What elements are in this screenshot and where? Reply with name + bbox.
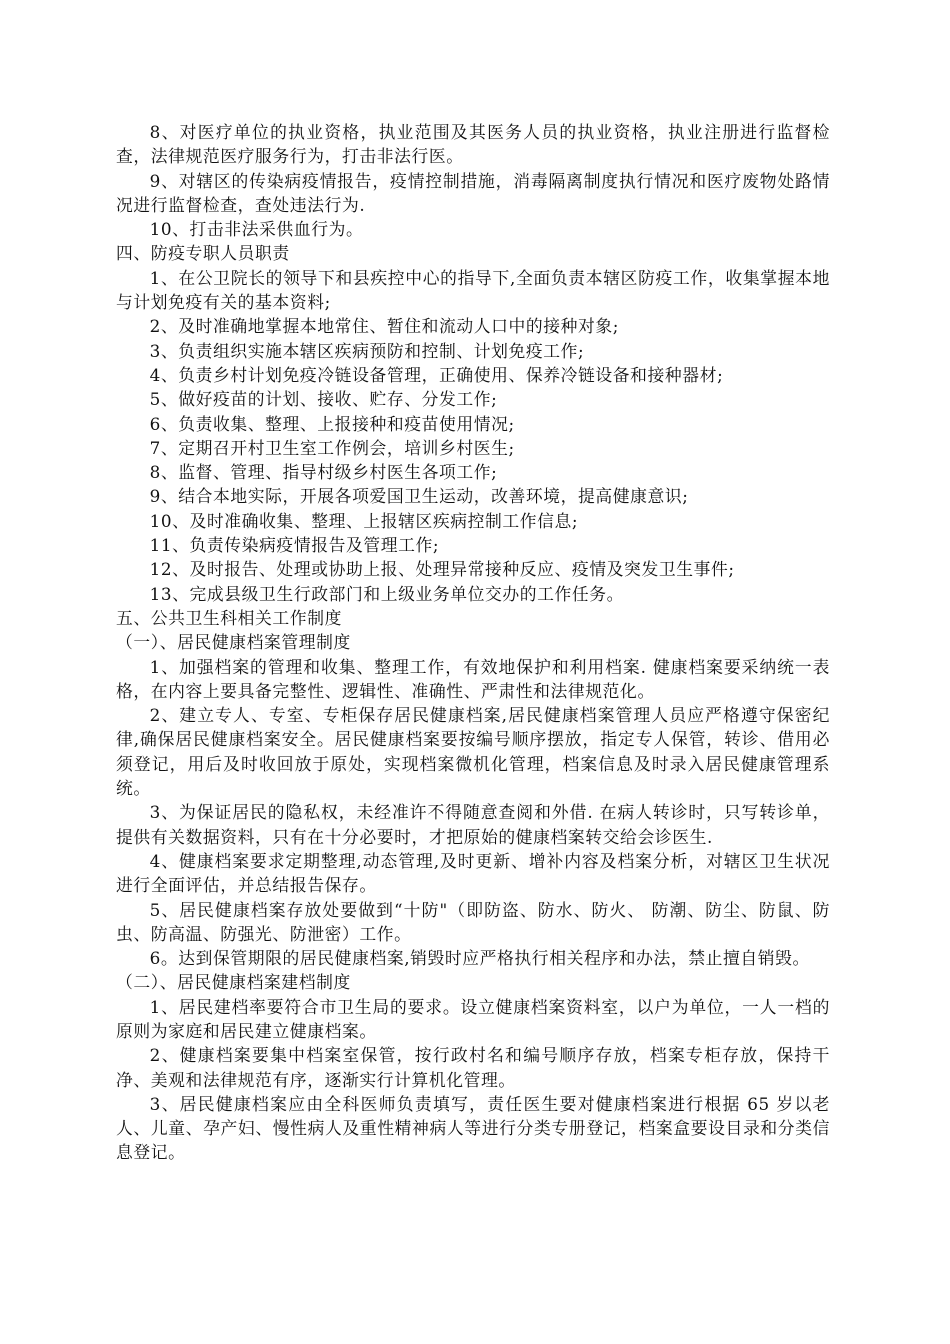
section-heading: 四、防疫专职人员职责: [116, 243, 290, 264]
paragraph: 2、健康档案要集中档案室保管，按行政村名和编号顺序存放，档案专柜存放，保持干净、美观和法律规范有序，逐渐实行计算机化管理。: [116, 1045, 830, 1090]
paragraph: 7、定期召开村卫生室工作例会，培训乡村医生;: [149, 437, 515, 458]
paragraph: 10、打击非法采供血行为。: [149, 219, 364, 240]
paragraph: 1、居民建档率要符合市卫生局的要求。设立健康档案资料室，以户为单位，一人一档的原则为家庭和居民建立健康档案。: [116, 996, 830, 1041]
paragraph: 6。达到保管期限的居民健康档案,销毁时应严格执行相关程序和办法，禁止擅自销毁。: [149, 948, 810, 969]
paragraph: 4、健康档案要求定期整理,动态管理,及时更新、增补内容及档案分析，对辖区卫生状况进行全面评估，并总结报告保存。: [116, 850, 830, 896]
paragraph: 8、监督、管理、指导村级乡村医生各项工作;: [149, 462, 498, 483]
paragraph: 1、加强档案的管理和收集、整理工作，有效地保护和利用档案. 健康档案要采纳统一表格，在内容上要具备完整性、逻辑性、准确性、严肃性和法律规范化。: [116, 656, 830, 701]
paragraph: 11、负责传染病疫情报告及管理工作;: [149, 535, 440, 556]
paragraph: 12、及时报告、处理或协助上报、处理异常接种反应、疫情及突发卫生事件;: [149, 559, 735, 580]
paragraph: 2、建立专人、专室、专柜保存居民健康档案,居民健康档案管理人员应严格遵守保密纪律,确保居民健康档案安全。居民健康档案要按编号顺序摆放，指定专人保管，转诊、借用必须登记，用后及时收回放于原处，实现档案微机化管理，档案信息及时录入居民健康管理系统。: [116, 705, 830, 799]
paragraph: 3、负责组织实施本辖区疾病预防和控制、计划免疫工作;: [149, 340, 585, 361]
paragraph: 6、负责收集、整理、上报接种和疫苗使用情况;: [149, 413, 515, 434]
paragraph: 5、居民健康档案存放处要做到“十防"（即防盗、防水、防火、 防潮、防尘、防鼠、防虫、防高温、防强光、防泄密）工作。: [116, 899, 830, 944]
paragraph: 4、负责乡村计划免疫冷链设备管理，正确使用、保养冷链设备和接种器材;: [149, 364, 724, 385]
paragraph: 3、为保证居民的隐私权，未经准许不得随意查阅和外借. 在病人转诊时，只写转诊单，提供有关数据资料，只有在十分必要时，才把原始的健康档案转交给会诊医生.: [116, 802, 830, 847]
paragraph: 9、对辖区的传染病疫情报告，疫情控制措施，消毒隔离制度执行情况和医疗废物处路情况进行监督检查，查处违法行为.: [116, 170, 830, 215]
subsection-heading: （一）、居民健康档案管理制度: [116, 632, 351, 653]
paragraph: 5、做好疫苗的计划、接收、贮存、分发工作;: [149, 389, 498, 410]
paragraph: 13、完成县级卫生行政部门和上级业务单位交办的工作任务。: [149, 583, 625, 604]
paragraph: 1、在公卫院长的领导下和县疾控中心的指导下,全面负责本辖区防疫工作，收集掌握本地与计划免疫有关的基本资料;: [116, 267, 830, 313]
subsection-heading: （二）、居民健康档案建档制度: [116, 972, 351, 993]
paragraph: 10、及时准确收集、整理、上报辖区疾病控制工作信息;: [149, 510, 579, 531]
section-heading: 五、公共卫生科相关工作制度: [116, 607, 342, 628]
paragraph: 8、对医疗单位的执业资格，执业范围及其医务人员的执业资格，执业注册进行监督检查，法律规范医疗服务行为，打击非法行医。: [116, 122, 830, 167]
paragraph: 9、结合本地实际，开展各项爱国卫生运动，改善环境，提高健康意识;: [149, 486, 689, 507]
paragraph: 3、居民健康档案应由全科医师负责填写，责任医生要对健康档案进行根据 65 岁以老人、儿童、孕产妇、慢性病人及重性精神病人等进行分类专册登记，档案盒要设目录和分类信息登记。: [116, 1093, 830, 1163]
document-page: [116, 120, 830, 1165]
paragraph: 2、及时准确地掌握本地常住、暂住和流动人口中的接种对象;: [149, 316, 620, 337]
